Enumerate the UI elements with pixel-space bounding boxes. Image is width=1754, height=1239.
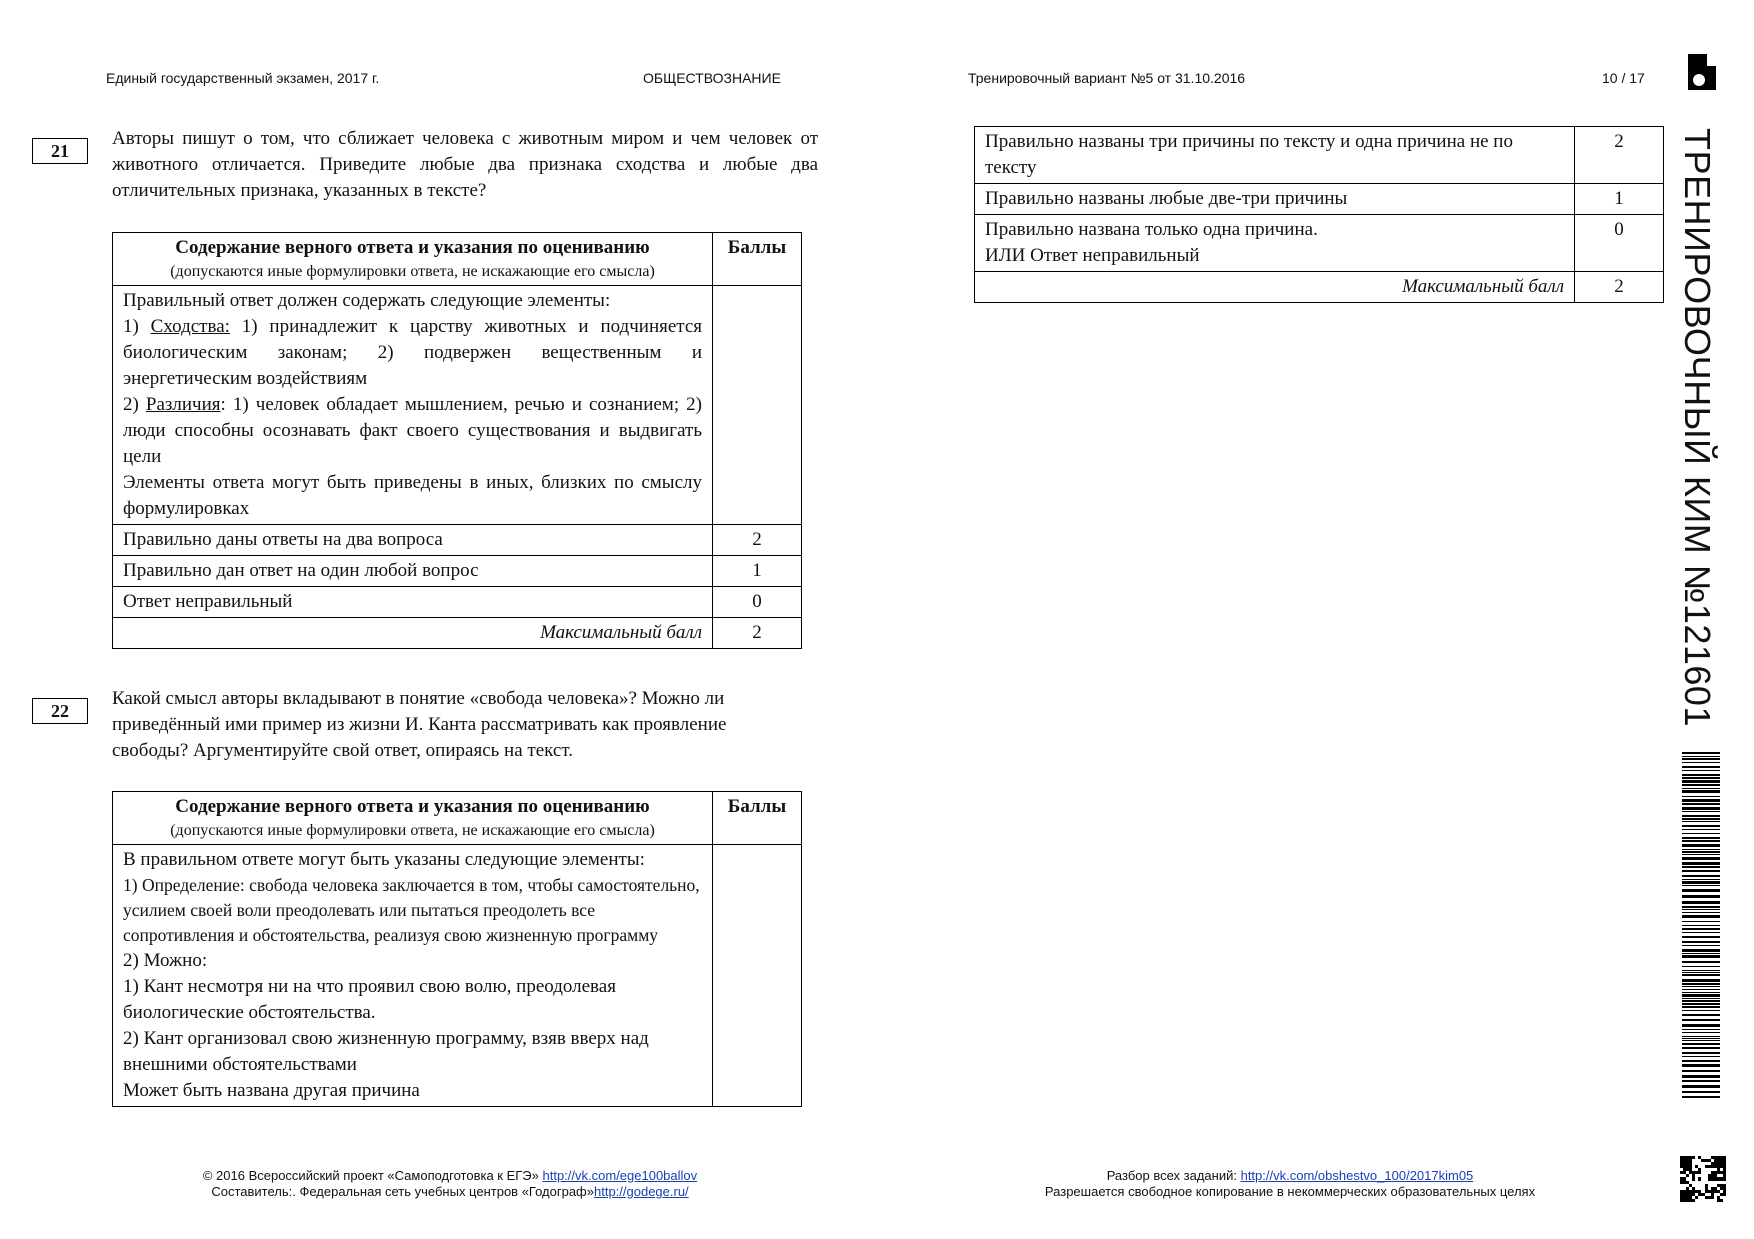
table-header-content: Содержание верного ответа и указания по оцениванию (допускаются иные формулировки ответа, не искажающие его смысла) bbox=[113, 792, 713, 845]
table-row: Ответ неправильный 0 bbox=[113, 587, 802, 618]
answer-elements-cell: В правильном ответе могут быть указаны следующие элементы: 1) Определение: свобода человека заключается в том, чтобы самостоятельно, усилием своей воли преодолевать или пытаться преодолеть все сопротивления и обстоятельства, реализуя свою жизненную программу 2) Можно: 1) Кант несмотря ни на что проявил свою волю, преодолевая биологические обстоятельства. 2) Кант организовал свою жизненную программу, взяв вверх над внешними обстоятельствами Может быть названа другая причина bbox=[113, 845, 713, 1107]
qr-code-icon bbox=[1680, 1156, 1726, 1202]
max-score-row: Максимальный балл 2 bbox=[975, 272, 1664, 303]
barcode-icon bbox=[1682, 752, 1720, 1100]
task21-question: Авторы пишут о том, что сближает человека с животным миром и чем человек от животного отличается. Приведите любые два признака сходства и любые два отличительных признака, указанных в тексте? bbox=[112, 128, 818, 201]
task-number-21: 21 bbox=[32, 138, 88, 164]
answer-elements-cell: Правильный ответ должен содержать следующие элементы: 1) Сходства: 1) принадлежит к царству животных и подчиняется биологическим законам; 2) подвержен вещественным и энергетическим воздействиям 2) Различия: 1) человек обладает мышлением, речью и сознанием; 2) люди способны осознавать факт своего существования и выдвигать цели Элементы ответа могут быть приведены в иных, близких по смыслу формулировках bbox=[113, 286, 713, 525]
task21-grading-table bbox=[112, 232, 802, 649]
table-header-score: Баллы bbox=[713, 233, 802, 286]
header-exam-title: Единый государственный экзамен, 2017 г. bbox=[106, 70, 380, 86]
continuation-grading-table bbox=[974, 126, 1664, 303]
table-header-content: Содержание верного ответа и указания по оцениванию (допускаются иные формулировки ответа, не искажающие его смысла) bbox=[113, 233, 713, 286]
table-row: Правильно названа только одна причина. ИЛИ Ответ неправильный 0 bbox=[975, 215, 1664, 272]
table-row: Правильно дан ответ на один любой вопрос 1 bbox=[113, 556, 802, 587]
footer-godege-link[interactable]: http://godege.ru/ bbox=[593, 1184, 689, 1199]
table-row: Правильно даны ответы на два вопроса 2 bbox=[113, 525, 802, 556]
max-score-row: Максимальный балл 2 bbox=[113, 618, 802, 649]
footer-analysis-link[interactable]: http://vk.com/obshestvo_100/2017kim05 bbox=[1240, 1168, 1474, 1183]
table-row: Правильно названы любые две-три причины 1 bbox=[975, 184, 1664, 215]
footer-vk-link[interactable]: http://vk.com/ege100ballov bbox=[542, 1168, 698, 1183]
task22-grading-table bbox=[112, 791, 802, 1107]
table-header-score: Баллы bbox=[713, 792, 802, 845]
side-title: ТРЕНИРОВОЧНЫЙ КИМ №121601 bbox=[1677, 128, 1718, 727]
task22-question: Какой смысл авторы вкладывают в понятие «свобода человека»? Можно ли приведённый ими пример из жизни И. Канта рассматривать как проявление свободы? Аргументируйте свой ответ, опираясь на текст. bbox=[112, 688, 727, 761]
header-page-number: 10 / 17 bbox=[1602, 70, 1645, 86]
header-subject: ОБЩЕСТВОЗНАНИЕ bbox=[643, 70, 781, 86]
task-number-22: 22 bbox=[32, 698, 88, 724]
footer-right: Разбор всех заданий: http://vk.com/obshestvo_100/2017kim05 Разрешается свободное копирование в некоммерческих образовательных целях bbox=[1044, 1168, 1536, 1199]
footer-left: © 2016 Всероссийский проект «Самоподготовка к ЕГЭ» http://vk.com/ege100ballov Составитель:. Федеральная сеть учебных центров «Годограф»http://godege.ru/ bbox=[202, 1168, 698, 1199]
table-row: Правильно названы три причины по тексту и одна причина не по тексту 2 bbox=[975, 127, 1664, 184]
header-variant: Тренировочный вариант №5 от 31.10.2016 bbox=[968, 70, 1246, 86]
corner-marker-icon bbox=[1688, 54, 1716, 90]
